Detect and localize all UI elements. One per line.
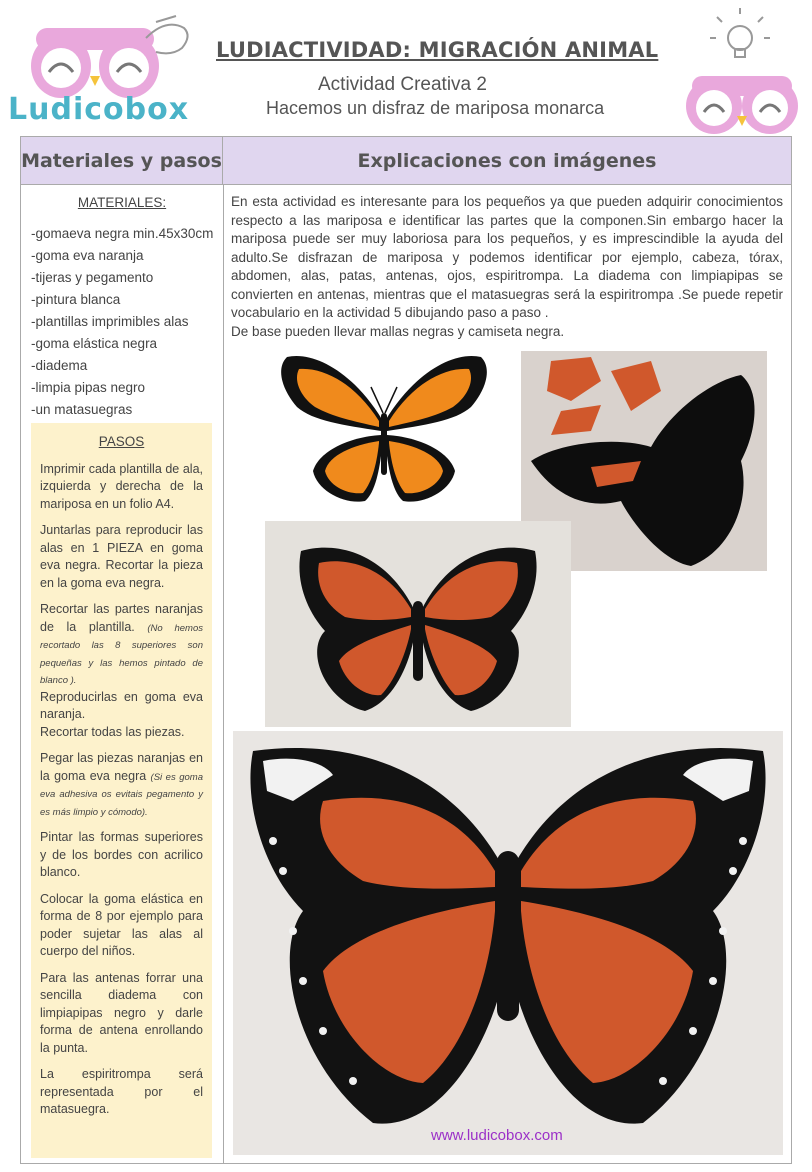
step-3c: Recortar todas las piezas. — [40, 724, 185, 739]
materials-list — [31, 223, 213, 421]
step-3b: Reproducirlas en goma eva naranja. — [40, 689, 203, 721]
activity-description: Hacemos un disfraz de mariposa monarca — [266, 98, 605, 118]
step-6: Colocar la goma elástica en forma de 8 por ejemplo para poder sujetar las alas al cuerpo del niños. — [40, 891, 203, 958]
content-table — [20, 136, 792, 1164]
page-title: LUDIACTIVIDAD: MIGRACIÓN ANIMAL — [216, 38, 659, 62]
steps-box — [31, 423, 212, 1158]
step-1: Imprimir cada plantilla de ala, izquierda y derecha de la mariposa en un folio A4. — [40, 461, 203, 511]
step-5: Pintar las formas superiores y de los bordes con acrilico blanco. — [40, 830, 203, 879]
material-item: -tijeras y pegamento — [31, 270, 154, 285]
step-8: La espiritrompa será representada por el matasuegra. — [40, 1067, 203, 1116]
material-item: -un matasuegras — [31, 402, 133, 417]
website-link[interactable]: www.ludicobox.com — [431, 1127, 563, 1144]
step-4 — [40, 750, 203, 820]
material-item: -goma eva naranja — [31, 248, 144, 263]
step-3-note: (No hemos recortado las 8 superiores son pequeñas y las hemos pintado de blanco ). — [40, 622, 203, 686]
materials-column-header: Materiales y pasos — [21, 137, 223, 185]
material-item: -limpia pipas negro — [31, 380, 146, 395]
step-3 — [40, 601, 203, 689]
explanation-paragraph: En esta actividad es interesante para los pequeños ya que pueden adquirir conocimientos respecto a las mariposa e identificar las partes que la componen.Sin embargo hacer la mariposa puede ser muy laboriosa para los pequeños, y es imprescindible la ayuda del adulto.Se disfrazan de mariposa y podemos identificar por ejemplo, cabeza, tórax, abdomen, alas, patas, antenas, ojos, espiritrompa. La diadema con limpiapipas se convierten en antenas, mientras que el matasuegras será la espiritrompa .Se puede repetir vocabulario en la actividad 5 dibujando paso a paso . — [231, 194, 783, 320]
explanations-column-header: Explicaciones con imágenes — [223, 137, 791, 185]
material-item: -plantillas imprimibles alas — [31, 314, 189, 329]
explanation-paragraph: De base pueden llevar mallas negras y camiseta negra. — [231, 323, 565, 339]
logo-wordmark: Ludicobox — [8, 92, 190, 127]
assembled-butterfly-photo — [265, 521, 571, 727]
step-2: Juntarlas para reproducir las alas en 1 PIEZA en goma eva negra. Recortar la pieza en la goma eva negra. — [40, 523, 203, 590]
steps-title: PASOS — [98, 434, 145, 449]
owl-lightbulb-icon — [682, 4, 802, 136]
column-divider — [223, 185, 224, 1163]
monarch-butterfly-illustration — [253, 351, 515, 511]
material-item: -goma elástica negra — [31, 336, 158, 351]
step-7: Para las antenas forrar una sencilla diadema con limpiapipas negro y darle forma de antena enrollando la punta. — [40, 970, 203, 1055]
explanation-text — [231, 193, 783, 341]
step-4-note: (Si es goma eva adhesiva os evitais pegamento y es más limpio y cómodo). — [40, 771, 203, 818]
material-item: -pintura blanca — [31, 292, 121, 307]
step-4-text: Pegar las piezas naranjas en la goma eva negra — [40, 751, 203, 783]
finished-butterfly-photo — [233, 731, 783, 1155]
step-3-text: Recortar las partes naranjas de la plantilla. — [40, 602, 203, 634]
material-item: -diadema — [31, 358, 88, 373]
materials-title: MATERIALES: — [77, 195, 167, 210]
activity-subtitle: Actividad Creativa 2 — [318, 74, 487, 95]
material-item: -gomaeva negra min.45x30cm — [31, 226, 214, 241]
